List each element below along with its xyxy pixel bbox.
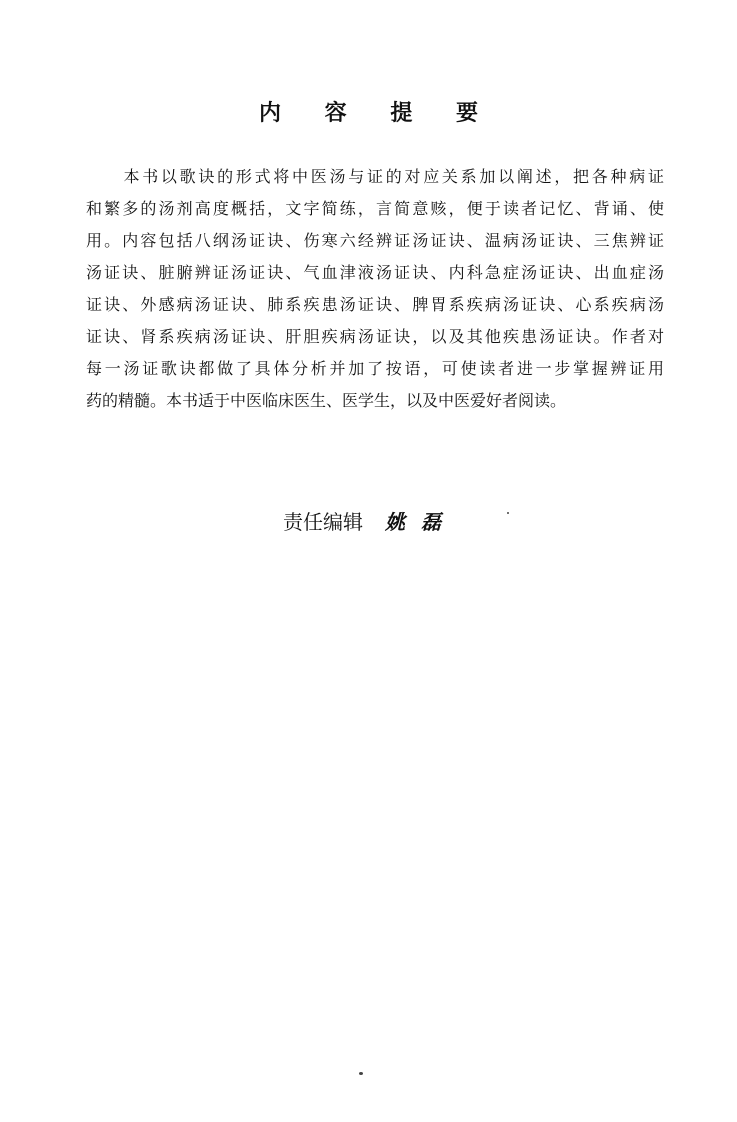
scan-speck [359,1072,363,1075]
abstract-line: 汤证诀、脏腑辨证汤证诀、气血津液汤证诀、内科急症汤证诀、出血症汤 [86,263,664,282]
editor-label: 责任编辑 [283,510,363,534]
abstract-body [86,161,664,417]
abstract-line: 本书以歌诀的形式将中医汤与证的对应关系加以阐述，把各种病证 [86,167,664,186]
abstract-line: 每一汤证歌诀都做了具体分析并加了按语，可使读者进一步掌握辨证用 [86,359,664,378]
abstract-line: 和繁多的汤剂高度概括，文字简练，言简意赅，便于读者记忆、背诵、使 [86,199,664,218]
abstract-line: 用。内容包括八纲汤证诀、伤寒六经辨证汤证诀、温病汤证诀、三焦辨证 [86,231,664,250]
page-title: 内 容 提 要 [259,101,496,126]
abstract-line: 证诀、肾系疾病汤证诀、肝胆疾病汤证诀，以及其他疾患汤证诀。作者对 [86,327,664,346]
abstract-line: 药的精髓。本书适于中医临床医生、医学生，以及中医爱好者阅读。 [86,391,567,410]
scan-speck [507,512,509,514]
editor-credit [283,508,457,536]
abstract-line: 证诀、外感病汤证诀、肺系疾患汤证诀、脾胃系疾病汤证诀、心系疾病汤 [86,295,664,314]
editor-name: 姚磊 [385,510,457,534]
